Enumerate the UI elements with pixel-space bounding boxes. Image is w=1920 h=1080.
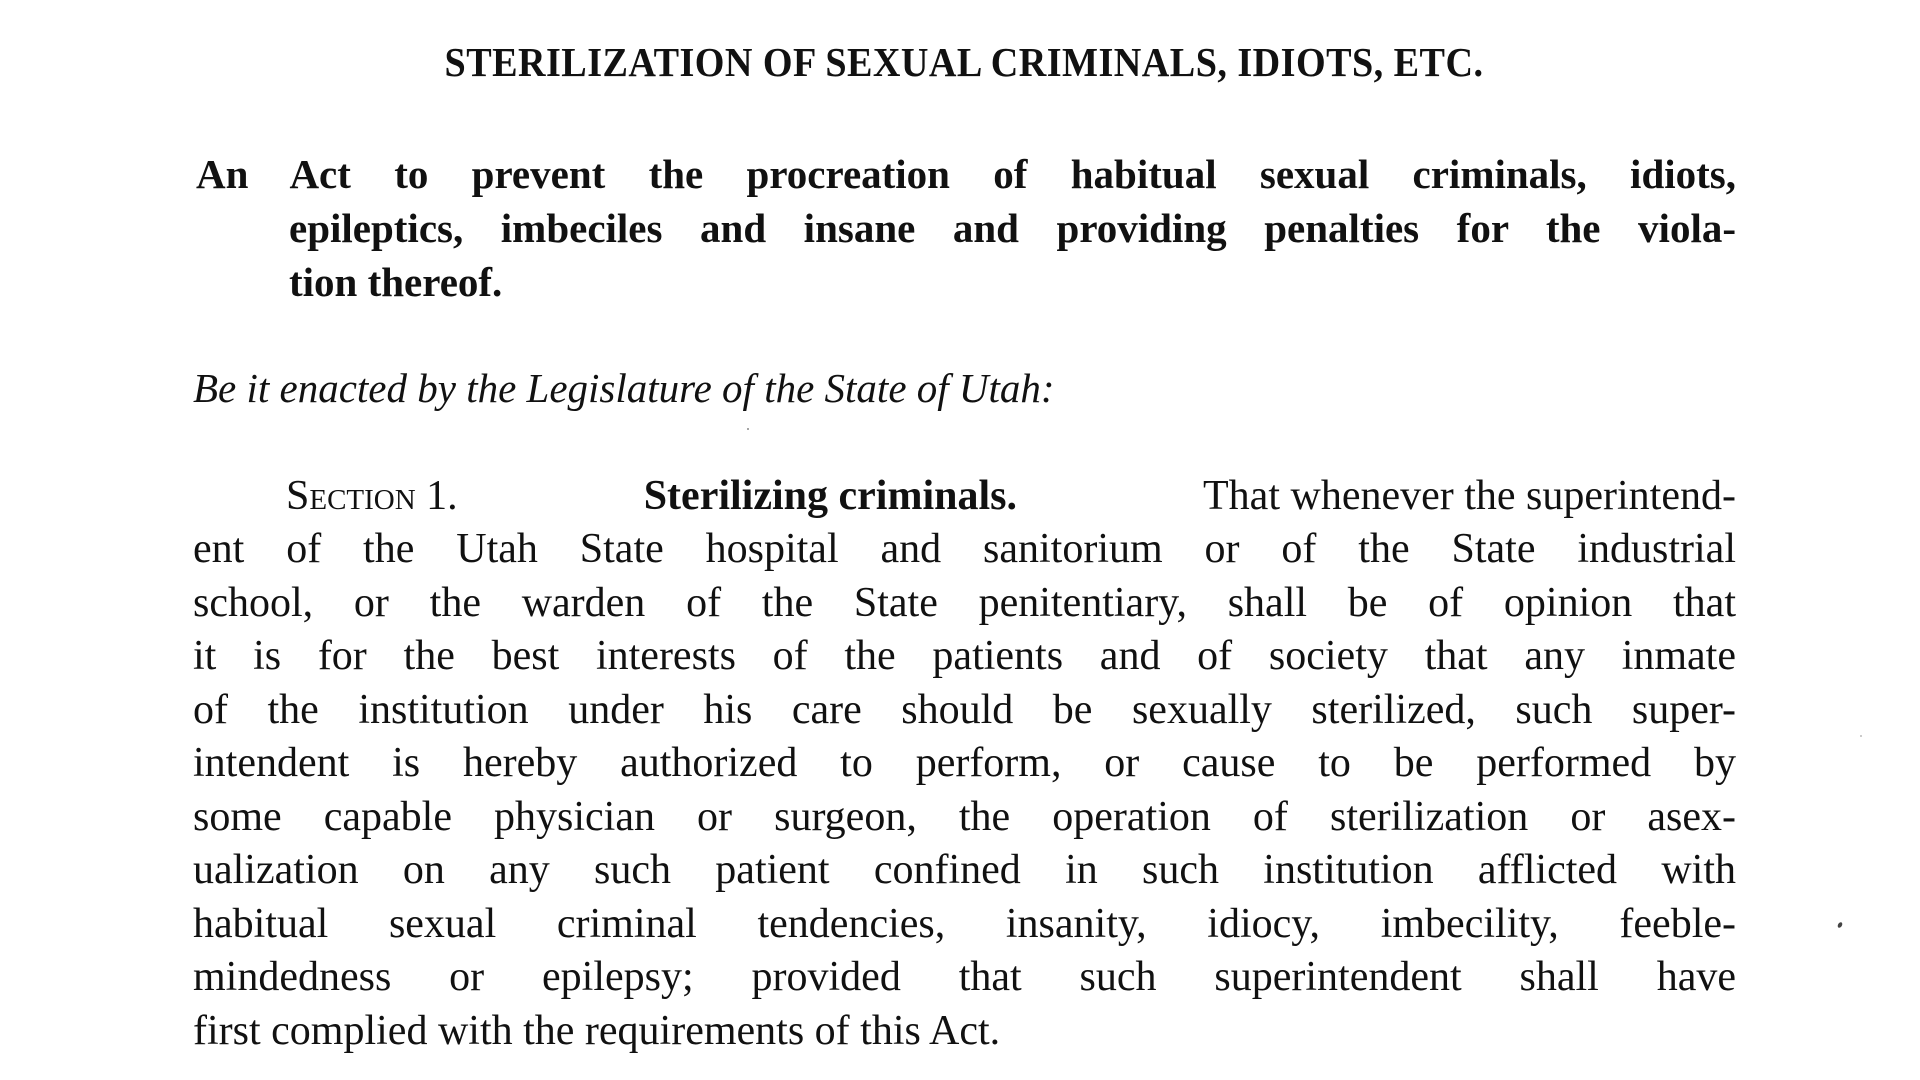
- scan-speck: [1837, 921, 1843, 928]
- section-1-line: mindedness or epilepsy; provided that such superintendent shall have: [193, 954, 1736, 1000]
- section-1-line: of the institution under his care should be sexually sterilized, such super-: [193, 687, 1736, 733]
- section-1-line: school, or the warden of the State penitentiary, shall be of opinion that: [193, 580, 1736, 626]
- section-1-line: first complied with the requirements of this Act.: [193, 1008, 1001, 1054]
- section-1-line: intendent is hereby authorized to perform, or cause to be performed by: [193, 740, 1736, 786]
- act-description-line-2: epileptics, imbeciles and insane and providing penalties for the viola-: [289, 205, 1736, 251]
- scan-speck: [747, 428, 749, 430]
- section-1-line: it is for the best interests of the patients and of society that any inmate: [193, 633, 1736, 679]
- act-description-line-1: An Act to prevent the procreation of habitual sexual criminals, idiots,: [196, 151, 1736, 197]
- document-title: STERILIZATION OF SEXUAL CRIMINALS, IDIOTS, ETC.: [444, 39, 1484, 85]
- section-1-line: ualization on any such patient confined in such institution afflicted with: [193, 847, 1736, 893]
- section-1-first-line: [286, 470, 1736, 523]
- enacting-clause: Be it enacted by the Legislature of the State of Utah:: [193, 365, 1055, 411]
- section-1-line: ent of the Utah State hospital and sanitorium or of the State industrial: [193, 526, 1736, 572]
- section-heading: Sterilizing criminals.: [643, 473, 1017, 519]
- section-1-line: habitual sexual criminal tendencies, insanity, idiocy, imbecility, feeble-: [193, 901, 1736, 947]
- scan-speck: [1860, 735, 1862, 737]
- section-label: Section 1.: [286, 473, 458, 519]
- section-1-line: some capable physician or surgeon, the operation of sterilization or asex-: [193, 794, 1736, 840]
- act-description-line-3: tion thereof.: [289, 259, 503, 305]
- section-1-first-line-text: That whenever the superintend-: [1203, 473, 1736, 519]
